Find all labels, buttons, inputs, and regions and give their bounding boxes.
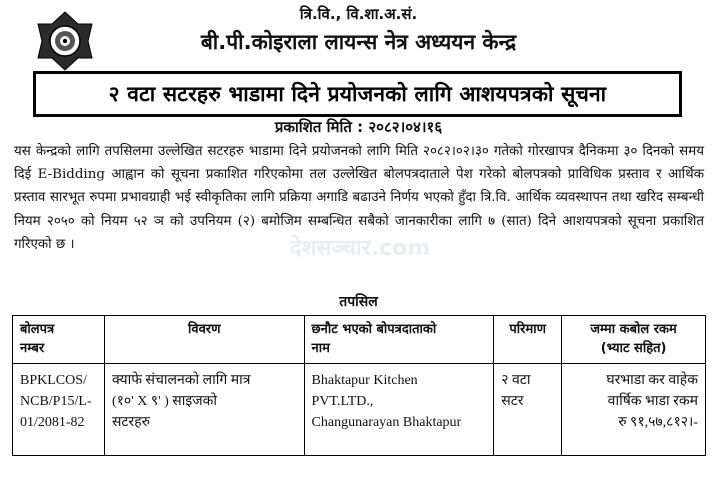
table-heading: तपसिल (339, 294, 378, 310)
header-amount: जम्मा कबोल रकम (भ्याट सहित) (562, 316, 706, 364)
watermark-text: देशसञ्चार.com (289, 236, 431, 261)
org-line-university: त्रि.वि., वि.शा.अ.सं. (299, 5, 418, 23)
cell-quantity: २ वटा सटर (494, 364, 562, 456)
details-table (12, 315, 706, 456)
table-row (13, 364, 706, 456)
table-header-row (13, 316, 706, 364)
cell-bid-no: BPKLCOS/ NCB/P15/L- 01/2081-82 (13, 364, 105, 456)
cell-amount: घरभाडा कर वाहेक वार्षिक भाडा रकम रु ९१,५७,८१२।- (562, 364, 706, 456)
notice-paragraph: यस केन्द्रको लागि तपसिलमा उल्लेखित सटरहरु भाडामा दिने प्रयोजनको लागि मिति २०८२।०२।३० गतेको गोरखापत्र दैनिकमा ३० दिनको समय दिई E-Bidding आह्वान को सूचना प्रकाशित गरिएकोमा तल उल्लेखित बोलपत्रदाताले पेश गरेको बोलपत्रको प्राविधिक प्रस्ताव र आर्थिक प्रस्ताव सारभूत रुपमा प्रभावग्राही भई स्वीकृतिका लागि प्रक्रिया अगाडि बढाउने निर्णय भएको हुँदा त्रि.वि. आर्थिक व्यवस्थापन तथा खरिद सम्बन्धी नियम २०५० को नियम ५२ ञ को उपनियम (२) बमोजिम सम्बन्धित सबैको जानकारीका लागि ७ (सात) दिने आशयपत्रको सूचना प्रकाशित गरिएको छ । (14, 144, 704, 252)
cell-bidder: Bhaktapur Kitchen PVT.LTD., Changunarayan Bhaktapur (304, 364, 494, 456)
notice-title: २ वटा सटरहरु भाडामा दिने प्रयोजनको लागि आशयपत्रको सूचना (33, 71, 682, 117)
cell-description: क्याफे संचालनको लागि मात्र (१०' X ९' ) साइजको सटरहरु (104, 364, 304, 456)
published-date: प्रकाशित मिति : २०८२।०४।१६ (274, 118, 443, 136)
org-line-center-name: बी.पी.कोइराला लायन्स नेत्र अध्ययन केन्द्र (200, 30, 517, 54)
header-bidder: छनौट भएको बोपत्रदाताको नाम (304, 316, 494, 364)
header-description: विवरण (104, 316, 304, 364)
header-bid-no: बोलपत्र नम्बर (13, 316, 105, 364)
header-quantity: परिमाण (494, 316, 562, 364)
